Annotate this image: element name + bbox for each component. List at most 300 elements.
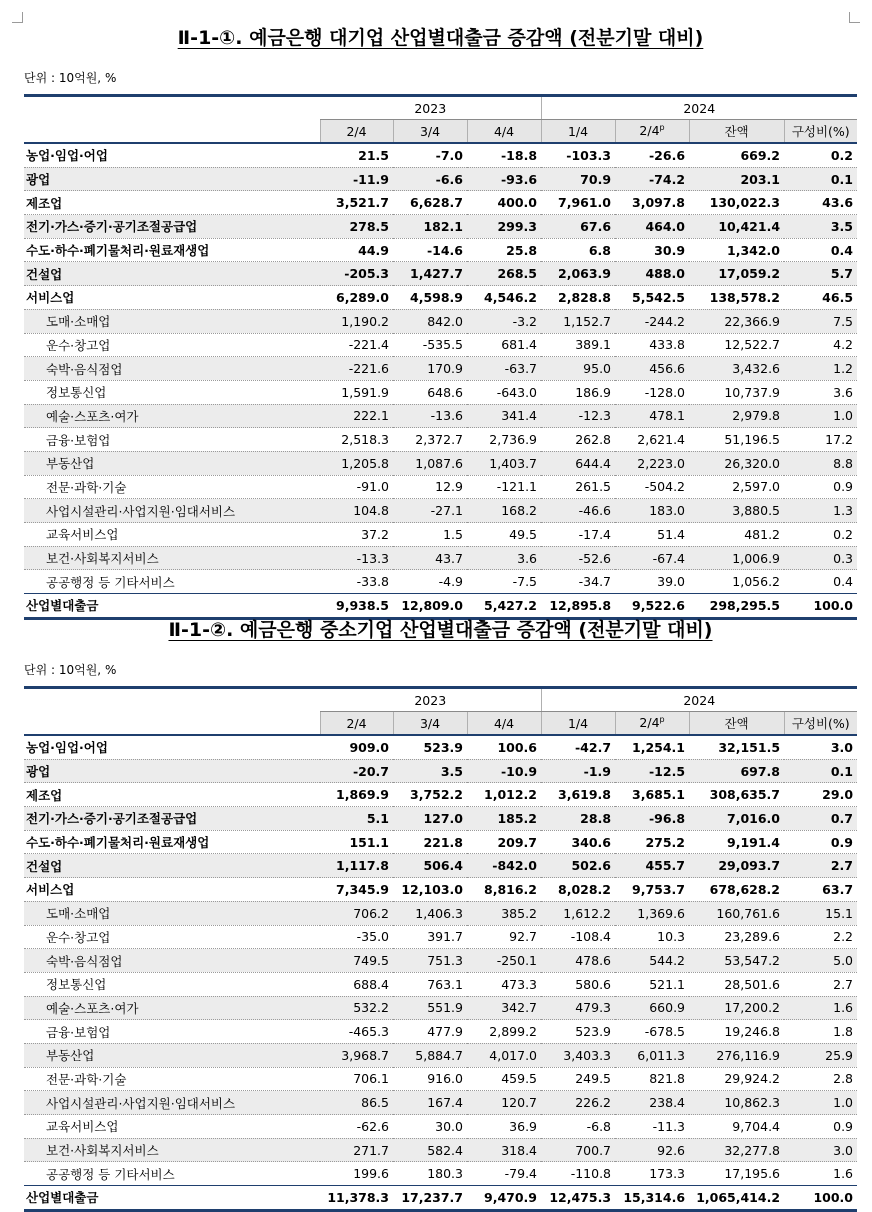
value-cell: 1.6 [784,996,857,1020]
table-row [24,523,857,547]
value-cell: 532.2 [320,996,393,1020]
value-cell: -244.2 [615,309,689,333]
value-cell: 5.0 [784,949,857,973]
table-row [24,949,857,973]
value-cell: 0.4 [784,238,857,262]
value-cell: -27.1 [393,499,467,523]
value-cell: 478.6 [541,949,615,973]
value-cell: -7.0 [393,143,467,167]
value-cell: 506.4 [393,854,467,878]
value-cell: 473.3 [467,972,541,996]
value-cell: 12,475.3 [541,1186,615,1211]
value-cell: 120.7 [467,1091,541,1115]
value-cell: 648.6 [393,380,467,404]
value-cell: -62.6 [320,1115,393,1139]
value-cell: -4.9 [393,570,467,594]
value-cell: 17,200.2 [689,996,784,1020]
industry-label: 수도·하수·폐기물처리·원료재생업 [24,238,320,262]
value-cell: 17,059.2 [689,262,784,286]
value-cell: 0.7 [784,807,857,831]
value-cell: 63.7 [784,878,857,902]
value-cell: 2,518.3 [320,428,393,452]
value-cell: 21.5 [320,143,393,167]
value-cell: 5,542.5 [615,286,689,310]
value-cell: 5,884.7 [393,1043,467,1067]
value-cell: -52.6 [541,546,615,570]
value-cell: 100.0 [784,594,857,619]
value-cell: 2,899.2 [467,1020,541,1044]
industry-label: 광업 [24,167,320,191]
value-cell: 25.8 [467,238,541,262]
value-cell: -221.6 [320,357,393,381]
value-cell: 182.1 [393,215,467,239]
value-cell: 92.7 [467,925,541,949]
value-cell: 12,809.0 [393,594,467,619]
value-cell: 249.5 [541,1067,615,1091]
value-cell: -1.9 [541,759,615,783]
col-header: 3/4 [393,120,467,144]
value-cell: 821.8 [615,1067,689,1091]
value-cell: 8.8 [784,451,857,475]
value-cell: 308,635.7 [689,783,784,807]
industry-label: 숙박·음식점업 [24,949,320,973]
value-cell: -128.0 [615,380,689,404]
table-row [24,878,857,902]
value-cell: 1,056.2 [689,570,784,594]
table-row [24,901,857,925]
value-cell: 2,597.0 [689,475,784,499]
value-cell: -678.5 [615,1020,689,1044]
table-row [24,996,857,1020]
sme-section [24,613,857,1212]
value-cell: 10,862.3 [689,1091,784,1115]
value-cell: 37.2 [320,523,393,547]
value-cell: 278.5 [320,215,393,239]
value-cell: 5.1 [320,807,393,831]
value-cell: 763.1 [393,972,467,996]
industry-label: 보건·사회복지서비스 [24,1138,320,1162]
value-cell: 0.1 [784,759,857,783]
col-header: 1/4 [541,712,615,736]
value-cell: -250.1 [467,949,541,973]
value-cell: 10,421.4 [689,215,784,239]
industry-label: 부동산업 [24,451,320,475]
value-cell: 222.1 [320,404,393,428]
value-cell: 2.2 [784,925,857,949]
industry-label: 사업시설관리·사업지원·임대서비스 [24,499,320,523]
header-blank [24,712,320,736]
value-cell: 104.8 [320,499,393,523]
value-cell: 481.2 [689,523,784,547]
value-cell: 385.2 [467,901,541,925]
col-header: 3/4 [393,712,467,736]
value-cell: 1.3 [784,499,857,523]
table-row [24,854,857,878]
value-cell: 3,432.6 [689,357,784,381]
loan-table-large-firms [24,94,857,620]
value-cell: 916.0 [393,1067,467,1091]
value-cell: 3,521.7 [320,191,393,215]
value-cell: 9,522.6 [615,594,689,619]
value-cell: 3.5 [393,759,467,783]
table-row [24,807,857,831]
value-cell: 8,816.2 [467,878,541,902]
value-cell: 32,277.8 [689,1138,784,1162]
value-cell: 3.0 [784,1138,857,1162]
value-cell: 275.2 [615,830,689,854]
value-cell: 9,191.4 [689,830,784,854]
value-cell: 318.4 [467,1138,541,1162]
value-cell: 3.6 [467,546,541,570]
value-cell: 262.8 [541,428,615,452]
value-cell: 0.9 [784,1115,857,1139]
value-cell: 340.6 [541,830,615,854]
col-header: 2/4 [320,712,393,736]
value-cell: 1,591.9 [320,380,393,404]
value-cell: 276,116.9 [689,1043,784,1067]
col-header: 구성비(%) [784,120,857,144]
value-cell: 1.0 [784,404,857,428]
value-cell: 909.0 [320,735,393,759]
table-row [24,972,857,996]
value-cell: 15.1 [784,901,857,925]
industry-label: 도매·소매업 [24,901,320,925]
header-blank [24,120,320,144]
value-cell: 523.9 [393,735,467,759]
value-cell: 4.2 [784,333,857,357]
table-row [24,475,857,499]
value-cell: 298,295.5 [689,594,784,619]
table-row [24,783,857,807]
value-cell: 36.9 [467,1115,541,1139]
col-header: 구성비(%) [784,712,857,736]
value-cell: 477.9 [393,1020,467,1044]
col-header: 4/4 [467,712,541,736]
industry-label: 제조업 [24,783,320,807]
table-row [24,735,857,759]
value-cell: -10.9 [467,759,541,783]
value-cell: -63.7 [467,357,541,381]
value-cell: 1,427.7 [393,262,467,286]
value-cell: 1,869.9 [320,783,393,807]
col-header: 4/4 [467,120,541,144]
value-cell: 0.9 [784,830,857,854]
value-cell: 2.7 [784,972,857,996]
value-cell: -221.4 [320,333,393,357]
value-cell: 523.9 [541,1020,615,1044]
industry-label: 교육서비스업 [24,523,320,547]
value-cell: 43.6 [784,191,857,215]
value-cell: 700.7 [541,1138,615,1162]
industry-label: 예술·스포츠·여가 [24,404,320,428]
industry-label: 정보통신업 [24,380,320,404]
value-cell: 221.8 [393,830,467,854]
value-cell: 456.6 [615,357,689,381]
value-cell: 706.1 [320,1067,393,1091]
value-cell: 669.2 [689,143,784,167]
industry-label: 예술·스포츠·여가 [24,996,320,1020]
value-cell: -535.5 [393,333,467,357]
value-cell: 6.8 [541,238,615,262]
table-title: Ⅱ-1-①. 예금은행 대기업 산업별대출금 증감액 (전분기말 대비) [177,27,704,49]
value-cell: -13.3 [320,546,393,570]
value-cell: -6.6 [393,167,467,191]
value-cell: 11,378.3 [320,1186,393,1211]
value-cell: 1,406.3 [393,901,467,925]
value-cell: 2,621.4 [615,428,689,452]
value-cell: 0.2 [784,523,857,547]
value-cell: 1.5 [393,523,467,547]
unit-label: 단위 : 10억원, % [24,663,117,677]
col-header: 잔액 [689,712,784,736]
table-row [24,167,857,191]
value-cell: 389.1 [541,333,615,357]
industry-label: 숙박·음식점업 [24,357,320,381]
table-row [24,759,857,783]
value-cell: 4,017.0 [467,1043,541,1067]
total-row [24,1186,857,1211]
value-cell: 67.6 [541,215,615,239]
value-cell: 168.2 [467,499,541,523]
industry-label: 전문·과학·기술 [24,1067,320,1091]
value-cell: 209.7 [467,830,541,854]
table-row [24,286,857,310]
value-cell: 28.8 [541,807,615,831]
col-header: 1/4 [541,120,615,144]
value-cell: 1,403.7 [467,451,541,475]
table-row [24,925,857,949]
value-cell: 51,196.5 [689,428,784,452]
value-cell: 17,195.6 [689,1162,784,1186]
col-header-prelim: 2/4$^p$ [615,120,689,144]
value-cell: 180.3 [393,1162,467,1186]
value-cell: 1,254.1 [615,735,689,759]
value-cell: 0.4 [784,570,857,594]
value-cell: 3,968.7 [320,1043,393,1067]
value-cell: 49.5 [467,523,541,547]
table-row [24,1091,857,1115]
value-cell: -67.4 [615,546,689,570]
value-cell: 86.5 [320,1091,393,1115]
value-cell: 1.6 [784,1162,857,1186]
value-cell: 842.0 [393,309,467,333]
industry-label: 서비스업 [24,878,320,902]
industry-label: 공공행정 등 기타서비스 [24,1162,320,1186]
header-blank [24,96,320,120]
value-cell: 1,190.2 [320,309,393,333]
value-cell: -35.0 [320,925,393,949]
value-cell: 1.0 [784,1091,857,1115]
value-cell: 138,578.2 [689,286,784,310]
col-header: 잔액 [689,120,784,144]
year-2023-header: 2023 [320,96,541,120]
large-firm-section [24,21,857,620]
value-cell: 46.5 [784,286,857,310]
value-cell: 2,736.9 [467,428,541,452]
value-cell: 92.6 [615,1138,689,1162]
value-cell: 183.0 [615,499,689,523]
industry-label: 전기·가스·증기·공기조절공급업 [24,215,320,239]
value-cell: -17.4 [541,523,615,547]
col-header-prelim: 2/4$^p$ [615,712,689,736]
value-cell: 29.0 [784,783,857,807]
industry-label: 도매·소매업 [24,309,320,333]
value-cell: 186.9 [541,380,615,404]
value-cell: 10.3 [615,925,689,949]
value-cell: 2,979.8 [689,404,784,428]
year-2023-header: 2023 [320,688,541,712]
industry-label: 운수·창고업 [24,925,320,949]
value-cell: 2,372.7 [393,428,467,452]
value-cell: 12,895.8 [541,594,615,619]
value-cell: 681.4 [467,333,541,357]
value-cell: -91.0 [320,475,393,499]
value-cell: 391.7 [393,925,467,949]
value-cell: 7.5 [784,309,857,333]
value-cell: 23,289.6 [689,925,784,949]
value-cell: 6,289.0 [320,286,393,310]
table-row [24,1020,857,1044]
table-row [24,238,857,262]
value-cell: 26,320.0 [689,451,784,475]
value-cell: 3,880.5 [689,499,784,523]
value-cell: 1,369.6 [615,901,689,925]
value-cell: 2.7 [784,854,857,878]
value-cell: 30.0 [393,1115,467,1139]
value-cell: 459.5 [467,1067,541,1091]
crop-mark-left [12,12,23,23]
table-row [24,499,857,523]
value-cell: 1.2 [784,357,857,381]
value-cell: 551.9 [393,996,467,1020]
value-cell: 521.1 [615,972,689,996]
industry-label: 산업별대출금 [24,594,320,619]
value-cell: 100.6 [467,735,541,759]
value-cell: 1.8 [784,1020,857,1044]
value-cell: 1,205.8 [320,451,393,475]
value-cell: 15,314.6 [615,1186,689,1211]
value-cell: -26.6 [615,143,689,167]
value-cell: -504.2 [615,475,689,499]
value-cell: 688.4 [320,972,393,996]
table-row [24,428,857,452]
value-cell: 44.9 [320,238,393,262]
value-cell: 17.2 [784,428,857,452]
value-cell: 29,924.2 [689,1067,784,1091]
industry-label: 산업별대출금 [24,1186,320,1211]
value-cell: 9,704.4 [689,1115,784,1139]
value-cell: 1,006.9 [689,546,784,570]
unit-label: 단위 : 10억원, % [24,71,117,85]
table-row [24,1162,857,1186]
value-cell: 9,470.9 [467,1186,541,1211]
table-row [24,1138,857,1162]
industry-label: 건설업 [24,854,320,878]
value-cell: 39.0 [615,570,689,594]
value-cell: 751.3 [393,949,467,973]
value-cell: -12.5 [615,759,689,783]
industry-label: 보건·사회복지서비스 [24,546,320,570]
value-cell: 0.9 [784,475,857,499]
value-cell: 488.0 [615,262,689,286]
value-cell: 8,028.2 [541,878,615,902]
table-row [24,215,857,239]
table-row [24,357,857,381]
industry-label: 제조업 [24,191,320,215]
value-cell: 173.3 [615,1162,689,1186]
value-cell: 95.0 [541,357,615,381]
value-cell: 51.4 [615,523,689,547]
value-cell: 268.5 [467,262,541,286]
value-cell: 6,628.7 [393,191,467,215]
loan-table-sme [24,686,857,1212]
value-cell: -42.7 [541,735,615,759]
value-cell: -643.0 [467,380,541,404]
value-cell: 455.7 [615,854,689,878]
value-cell: 7,961.0 [541,191,615,215]
value-cell: -74.2 [615,167,689,191]
value-cell: 10,737.9 [689,380,784,404]
value-cell: 151.1 [320,830,393,854]
value-cell: 127.0 [393,807,467,831]
value-cell: 226.2 [541,1091,615,1115]
value-cell: 299.3 [467,215,541,239]
table-row [24,570,857,594]
industry-label: 교육서비스업 [24,1115,320,1139]
value-cell: -11.9 [320,167,393,191]
value-cell: 5,427.2 [467,594,541,619]
value-cell: 2.8 [784,1067,857,1091]
table-row [24,191,857,215]
value-cell: 261.5 [541,475,615,499]
value-cell: 28,501.6 [689,972,784,996]
value-cell: 30.9 [615,238,689,262]
value-cell: 3,097.8 [615,191,689,215]
industry-label: 금융·보험업 [24,1020,320,1044]
value-cell: 3.5 [784,215,857,239]
value-cell: 1,087.6 [393,451,467,475]
value-cell: 582.4 [393,1138,467,1162]
value-cell: 22,366.9 [689,309,784,333]
value-cell: 479.3 [541,996,615,1020]
header-blank [24,688,320,712]
value-cell: 12,103.0 [393,878,467,902]
industry-label: 전기·가스·증기·공기조절공급업 [24,807,320,831]
value-cell: 70.9 [541,167,615,191]
value-cell: 749.5 [320,949,393,973]
table-row [24,451,857,475]
value-cell: 32,151.5 [689,735,784,759]
value-cell: 678,628.2 [689,878,784,902]
value-cell: 5.7 [784,262,857,286]
value-cell: -6.8 [541,1115,615,1139]
table-row [24,830,857,854]
value-cell: 130,022.3 [689,191,784,215]
value-cell: 9,753.7 [615,878,689,902]
industry-label: 수도·하수·폐기물처리·원료재생업 [24,830,320,854]
value-cell: -108.4 [541,925,615,949]
value-cell: 0.3 [784,546,857,570]
value-cell: -121.1 [467,475,541,499]
industry-label: 사업시설관리·사업지원·임대서비스 [24,1091,320,1115]
value-cell: 342.7 [467,996,541,1020]
value-cell: 19,246.8 [689,1020,784,1044]
table-row [24,309,857,333]
value-cell: -79.4 [467,1162,541,1186]
value-cell: -46.6 [541,499,615,523]
value-cell: 478.1 [615,404,689,428]
value-cell: -103.3 [541,143,615,167]
